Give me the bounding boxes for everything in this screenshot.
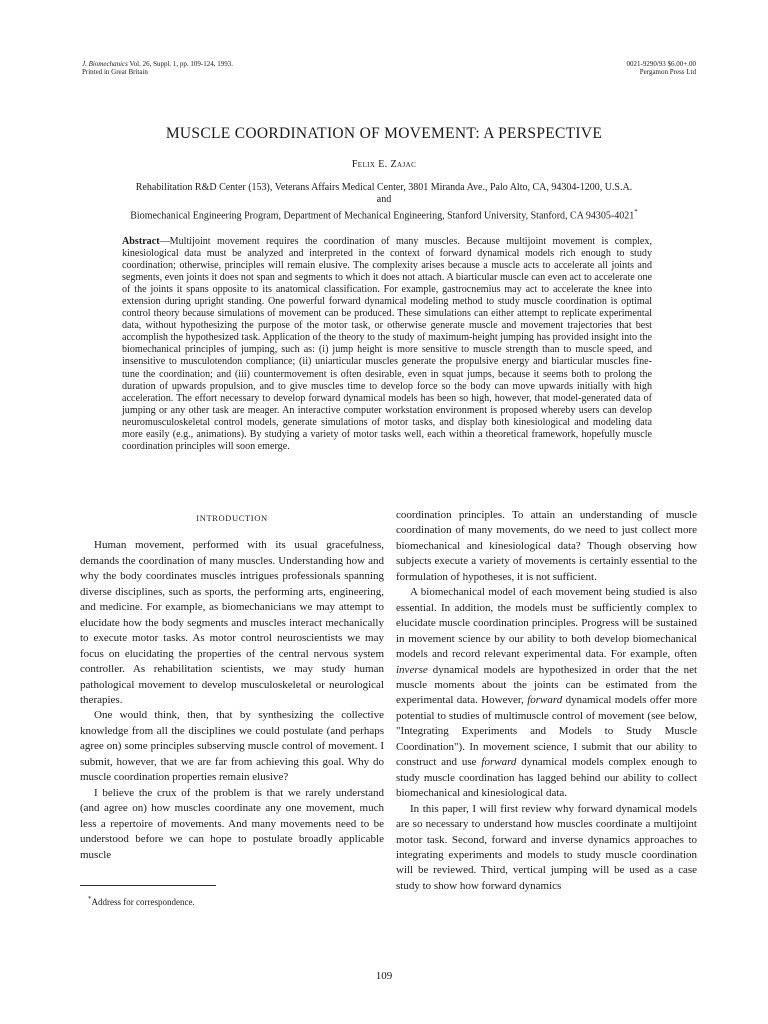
section-heading-introduction: INTRODUCTION (196, 513, 268, 523)
right-paragraph-3: In this paper, I will first review why forward dynamical models are so necessary to understand how muscles coordinate a multijoint motor task. Second, forward and inverse dynamics approaches to integrating experiments and models to study muscle coordination will be reviewed. Third, vertical jumping will be used as a case study to show how forward dynamics (396, 802, 697, 892)
footnote (80, 892, 384, 910)
publisher: Pergamon Press Ltd (639, 68, 696, 76)
emphasis-inverse: inverse (396, 663, 428, 676)
left-column (80, 508, 384, 910)
paper-title: MUSCLE COORDINATION OF MOVEMENT: A PERSPECTIVE (165, 125, 603, 142)
right-paragraph-2-a: A biomechanical model of each movement being studied is also essential. In addition, the models must be sufficiently complex to elucidate muscle coordination principles. Progress will be sustained in movement science by our ability to both develop biomechanical models and record relevant experimental data. For example, often (396, 586, 697, 661)
right-paragraph-2-b: dynamical models are hypothesized in order that the net muscle moments about the joints can be estimated from the experimental data. However, (396, 663, 698, 707)
affiliation-and: and (376, 194, 392, 205)
issn-price: 0021-9290/93 $6.00+.00 (626, 60, 696, 68)
abstract-label: Abstract (122, 236, 160, 247)
abstract (122, 236, 652, 453)
printed-note: Printed in Great Britain (82, 68, 148, 76)
affiliation-2 (40, 206, 728, 222)
intro-paragraph-2: One would think, then, that by synthesizing the collective knowledge from all the disciplines we could postulate (and perhaps agree on) some principles subserving muscle control of movement. I submit, however, that we are far from achieving this goal. Why do muscle coordination properties remain elusive? (80, 709, 384, 784)
emphasis-forward-2: forward (481, 756, 517, 769)
right-paragraph-2 (396, 585, 697, 801)
journal-citation: Vol. 26, Suppl. 1, pp. 109-124, 1993. (129, 60, 234, 68)
journal-header-left (82, 60, 233, 76)
emphasis-forward-1: forward (527, 694, 563, 707)
intro-paragraph-3: I believe the crux of the problem is that we rarely understand (and agree on) how muscles coordinate any one movement, much less a repertoire of movements. And many movements need to be understood before we can hope to postulate broadly applicable muscle (80, 786, 384, 861)
footnote-text: Address for correspondence. (91, 896, 195, 907)
footnote-mark: * (88, 894, 92, 903)
affiliation-2-text: Biomechanical Engineering Program, Department of Mechanical Engineering, Stanford University, Stanford, CA 94305-4021 (130, 210, 635, 222)
right-column (396, 508, 697, 894)
affiliation-1: Rehabilitation R&D Center (153), Veterans Affairs Medical Center, 3801 Miranda Ave., Palo Alto, CA, 94304-1200, U.S.A. (135, 182, 633, 193)
journal-header-right (627, 60, 696, 76)
page-number: 109 (375, 970, 393, 982)
right-paragraph-2-c: dynamical models offer more potential to studies of multimuscle control of movement (see below, "Integrating Experiments and Models to Study Muscle Coordination"). In movement science, I submit that our ability to construct and use (396, 694, 698, 769)
journal-name: J. Biomechanics (82, 60, 128, 68)
affiliation-2-mark: * (634, 208, 638, 216)
author-name: Felix E. Zajac (351, 159, 417, 170)
intro-paragraph-1: Human movement, performed with its usual gracefulness, demands the coordination of many muscles. Understanding how and why the body coordinates muscles intrigues professionals spanning diverse disciplines, such as sports, the performing arts, engineering, and medicine. For example, as biomechanicians we may attempt to elucidate how the body segments and muscles interact mechanically to execute motor tasks. As motor control neuroscientists we may focus on elucidating the properties of the central nervous system controller. As rehabilitation scientists, we may study human pathological movement to develop musculoskeletal or neurological therapies. (80, 539, 384, 706)
footnote-divider (80, 885, 216, 886)
abstract-text: —Multijoint movement requires the coordination of many muscles. Because multijoint movement is complex, kinesiological data must be analyzed and interpreted in the context of forward dynamical models rich enough to study coordination; otherwise, principles will remain elusive. The complexity arises because a muscle acts to accelerate all joints and segments, even joints it does not span and segments to which it does not attach. A biarticular muscle can even act to accelerate one of the joints it spans opposite to its anatomical classification. For example, gastrocnemius may act to accelerate the knee into extension during upright standing. One powerful forward dynamical modeling method to study muscle coordination is optimal control theory because simulations of movement can be produced. These simulations can either attempt to replicate experimental data, without hypothesizing the purpose of the motor task, or otherwise generate muscle and movement trajectories that best accomplish the hypothesized task. Application of the theory to the study of maximum-height jumping has provided insight into the biomechanical principles of jumping, such as: (i) jump height is more sensitive to muscle strength than to muscle speed, and insensitive to musculotendon compliance; (ii) uniarticular muscles generate the propulsive energy and biarticular muscles fine-tune the coordination; and (iii) countermovement is often desirable, even in squat jumps, because it seems both to prolong the duration of upwards propulsion, and to give muscles time to develop force so the body can move upwards initially with high acceleration. The effort necessary to develop forward dynamical models has been so high, however, that model-generated data of jumping or any other task are meager. An interactive computer workstation environment is proposed whereby users can develop neuromusculoskeletal control models, generate simulations of motor tasks, and display both kinesiological and modeling data more easily (e.g., animations). By studying a variety of motor tasks well, each within a theoretical framework, hopefully muscle coordination principles will soon emerge. (122, 236, 652, 452)
right-paragraph-2-d: dynamical models complex enough to study muscle coordination has lagged behind our ability to collect biomechanical and kinesiological data. (396, 756, 698, 800)
right-paragraph-1: coordination principles. To attain an understanding of muscle coordination of many movements, do we need to just collect more biomechanical and kinesiological data? Though observing how subjects execute a variety of movements is certainly essential to the formulation of hypotheses, it is not sufficient. (396, 509, 697, 583)
